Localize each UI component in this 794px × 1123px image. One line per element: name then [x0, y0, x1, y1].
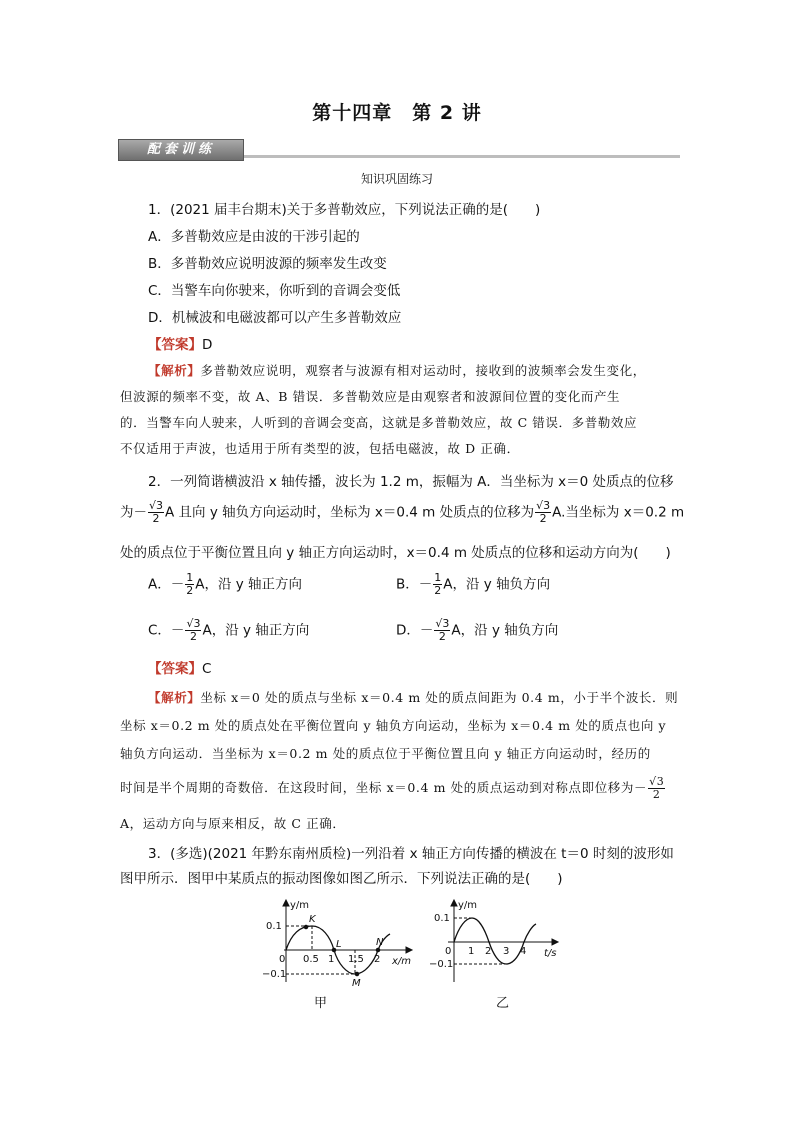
fraction: [148, 500, 164, 525]
opt-prefix: C．－: [148, 622, 185, 639]
opt-prefix: B．－: [396, 576, 433, 593]
t-tick-3: 3: [503, 946, 510, 957]
opt-prefix: D．－: [396, 622, 434, 639]
y-axis-arrow-icon: [451, 900, 457, 906]
q2-line-3: 处的质点位于平衡位置且向 y 轴正方向运动时，x＝0.4 m 处质点的位移和运动方向为( ): [120, 545, 671, 561]
q1-option-a: A．多普勒效应是由波的干涉引起的: [148, 229, 360, 245]
x-tick-2: 1: [328, 954, 335, 965]
opt-prefix: A．－: [148, 576, 185, 593]
y-tick-bottom: −0.1: [429, 959, 454, 970]
q3-line-2: 图甲所示．图甲中某质点的振动图像如图乙所示．下列说法正确的是( ): [120, 871, 563, 887]
q2-line-2-b: A 且向 y 轴负方向运动时，坐标为 x＝0.4 m 处质点的位移为: [165, 504, 535, 521]
frac-den: 2: [152, 512, 160, 525]
q2-option-a: [148, 572, 302, 597]
frac-num: √3: [186, 617, 201, 630]
figure-wave-graph: [262, 896, 422, 986]
opt-suffix: A，沿 y 轴负方向: [451, 622, 559, 639]
q1-analysis-1: [148, 361, 646, 379]
q2-analysis-2: 坐标 x＝0.2 m 处的质点处在平衡位置向 y 轴负方向运动，坐标为 x＝0.4 m 处的质点也向 y: [120, 718, 667, 733]
q2-analysis-text-4: 时间是半个周期的奇数倍．在这段时间，坐标 x＝0.4 m 处的质点运动到对称点即位移为－: [120, 780, 648, 795]
y-tick-top: 0.1: [266, 921, 282, 932]
section-title: 知识巩固练习: [360, 172, 433, 186]
q2-analysis-4: [120, 776, 666, 801]
q2-option-c: [148, 618, 309, 643]
label-l: L: [336, 939, 342, 950]
page-title: 第十四章 第 2 讲: [312, 102, 482, 124]
banner-rule: [244, 155, 680, 158]
t-tick-4: 4: [520, 946, 527, 957]
q1-option-d: D．机械波和电磁波都可以产生多普勒效应: [148, 310, 402, 326]
frac-den: 2: [186, 584, 194, 597]
opt-suffix: A，沿 y 轴正方向: [202, 622, 310, 639]
fraction: [434, 618, 450, 643]
frac-num: √3: [536, 499, 551, 512]
q2-analysis-3: 轴负方向运动．当坐标为 x＝0.2 m 处的质点位于平衡位置且向 y 轴正方向运动时，经历的: [120, 746, 651, 761]
point-n: [376, 948, 380, 952]
x-tick-1: 0.5: [303, 954, 319, 965]
fraction: [433, 572, 442, 597]
q2-option-b: [396, 572, 550, 597]
point-k: [304, 925, 308, 929]
fraction: [648, 776, 665, 801]
t-tick-1: 1: [468, 946, 475, 957]
q1-answer: [148, 333, 212, 353]
q2-line-2: [120, 500, 684, 525]
q1-answer-value: D: [202, 337, 213, 353]
q2-line-2-c: A.当坐标为 x＝0.2 m: [552, 504, 685, 521]
q1-analysis-text-1: 多普勒效应说明，观察者与波源有相对运动时，接收到的波频率会发生变化，: [200, 363, 646, 378]
q1-stem: 1．(2021 届丰台期末)关于多普勒效应，下列说法正确的是( ): [148, 202, 541, 218]
y-axis-label: y/m: [290, 900, 310, 911]
frac-num: 1: [434, 571, 442, 584]
y-axis-arrow-icon: [283, 900, 289, 906]
q2-answer-value: C: [202, 661, 212, 677]
frac-num: √3: [435, 617, 450, 630]
figure-b-caption: 乙: [496, 996, 510, 1011]
vibration-curve: [454, 918, 536, 964]
x-axis-arrow-icon: [406, 947, 412, 953]
x-tick-4: 2: [374, 954, 381, 965]
q1-answer-tag: 【答案】: [148, 337, 202, 353]
q1-option-c: C．当警车向你驶来，你听到的音调会变低: [148, 283, 401, 299]
q1-option-b: B．多普勒效应说明波源的频率发生改变: [148, 256, 387, 272]
x-axis-label: x/m: [392, 956, 412, 967]
fraction: [535, 500, 551, 525]
point-m: [355, 972, 359, 976]
fraction: [185, 618, 201, 643]
opt-suffix: A，沿 y 轴正方向: [195, 576, 303, 593]
q2-analysis-5: A，运动方向与原来相反，故 C 正确．: [120, 816, 346, 831]
frac-num: 1: [186, 571, 194, 584]
opt-suffix: A，沿 y 轴负方向: [443, 576, 551, 593]
q1-analysis-tag: 【解析】: [148, 363, 201, 378]
banner-badge: [118, 139, 244, 161]
q2-answer-tag: 【答案】: [148, 661, 202, 677]
y-tick-top: 0.1: [434, 913, 450, 924]
y-tick-bottom: −0.1: [262, 969, 287, 980]
banner-label: 配套训练: [146, 142, 215, 157]
q1-analysis-4: 不仅适用于声波，也适用于所有类型的波，包括电磁波，故 D 正确．: [120, 441, 520, 456]
q2-answer: [148, 657, 211, 677]
q1-analysis-2: 但波源的频率不变，故 A、B 错误．多普勒效应是由观察者和波源间位置的变化而产生: [120, 389, 621, 404]
label-m: M: [352, 978, 361, 986]
frac-num: √3: [149, 499, 164, 512]
t-axis-arrow-icon: [552, 939, 558, 945]
frac-num: √3: [649, 775, 665, 788]
q2-analysis-1: [148, 688, 678, 706]
fraction: [185, 572, 194, 597]
q1-analysis-3: 的．当警车向人驶来，人听到的音调会变高，这就是多普勒效应，故 C 错误．多普勒效应: [120, 415, 638, 430]
q2-line-1: 2．一列简谐横波沿 x 轴传播，波长为 1.2 m，振幅为 A．当坐标为 x＝0 处质点的位移: [148, 474, 674, 490]
q2-option-d: [396, 618, 558, 643]
t-tick-2: 2: [485, 946, 492, 957]
t-axis-label: t/s: [544, 948, 557, 959]
x-tick-3: 1.5: [348, 954, 364, 965]
label-n: N: [376, 937, 384, 948]
q2-line-2-a: 为－: [120, 504, 147, 521]
section-banner: [118, 139, 680, 161]
q3-line-1: 3．(多选)(2021 年黔东南州质检)一列沿着 x 轴正方向传播的横波在 t＝0 时刻的波形如: [148, 846, 674, 862]
frac-den: 2: [438, 630, 446, 643]
q2-analysis-tag: 【解析】: [148, 690, 201, 705]
frac-den: 2: [652, 788, 661, 801]
frac-den: 2: [434, 584, 442, 597]
t-tick-0: 0: [445, 946, 452, 957]
figure-vibration-graph: [426, 896, 566, 986]
frac-den: 2: [539, 512, 547, 525]
figure-a-caption: 甲: [314, 996, 328, 1011]
q2-analysis-text-1: 坐标 x＝0 处的质点与坐标 x＝0.4 m 处的质点间距为 0.4 m，小于半个波长．则: [200, 690, 679, 705]
y-axis-label: y/m: [458, 900, 478, 911]
frac-den: 2: [189, 630, 197, 643]
x-tick-0: 0: [279, 954, 286, 965]
label-k: K: [309, 914, 316, 925]
